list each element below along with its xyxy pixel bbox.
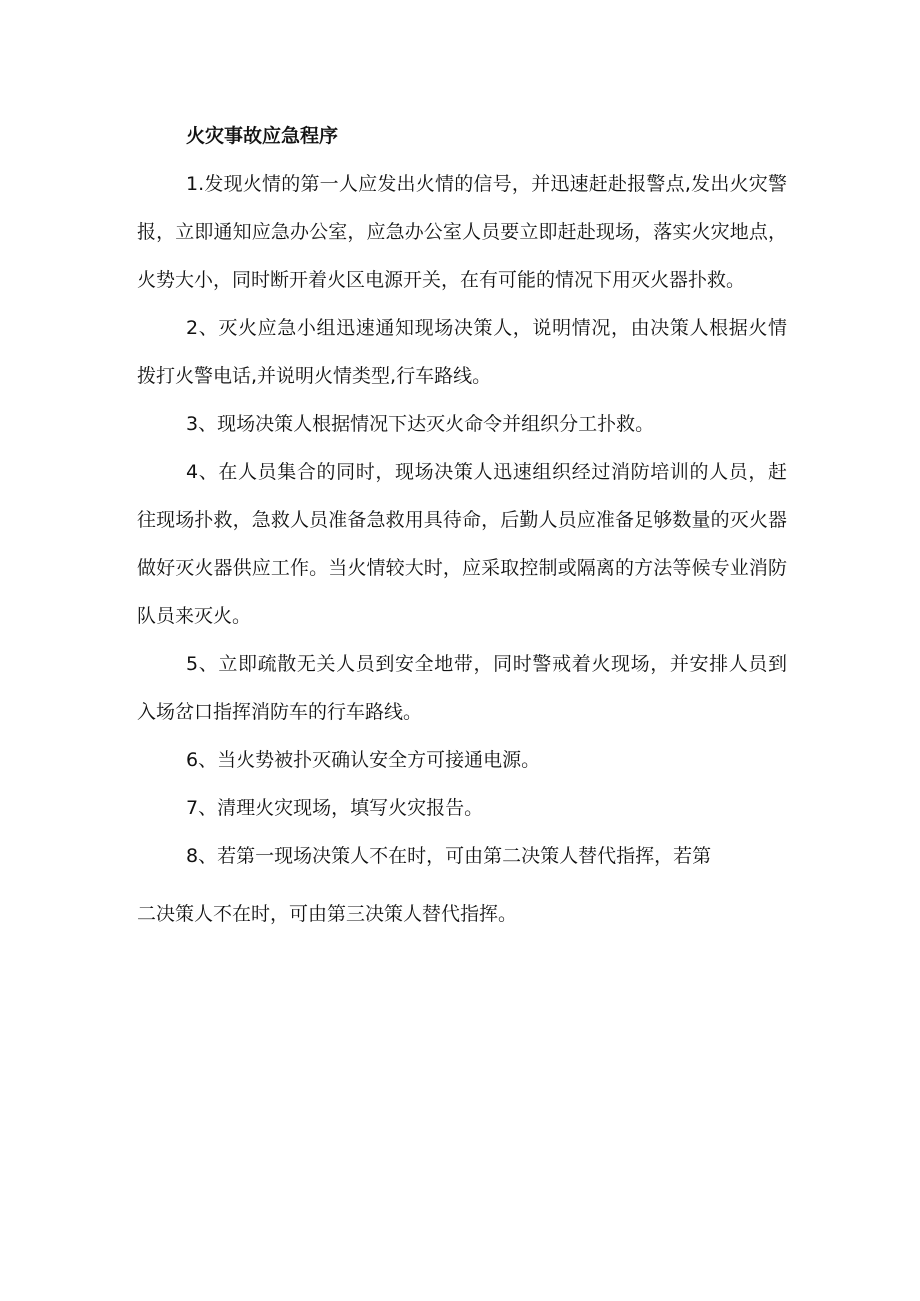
paragraph-step-7: 7、清理火灾现场，填写火灾报告。 <box>186 797 484 819</box>
document-title: 火灾事故应急程序 <box>186 125 339 147</box>
paragraph-step-6: 6、当火势被扑灭确认安全方可接通电源。 <box>186 749 541 771</box>
paragraph-step-4: 4、在人员集合的同时，现场决策人迅速组织经过消防培训的人员，赶往现场扑救，急救人员准备急救用具待命，后勤人员应准备足够数量的灭火器做好灭火器供应工作。当火情较大时，应采取控制或隔离的方法等候专业消防队员来灭火。 <box>137 461 787 627</box>
paragraph-step-5: 5、立即疏散无关人员到安全地带，同时警戒着火现场，并安排人员到入场岔口指挥消防车的行车路线。 <box>137 653 787 723</box>
paragraph-step-8-continuation: 二决策人不在时，可由第三决策人替代指挥。 <box>137 903 518 925</box>
paragraph-step-8: 8、若第一现场决策人不在时，可由第二决策人替代指挥，若第 <box>186 845 712 867</box>
paragraph-step-1: 1.发现火情的第一人应发出火情的信号，并迅速赶赴报警点,发出火灾警报，立即通知应急办公室，应急办公室人员要立即赶赴现场，落实火灾地点，火势大小，同时断开着火区电源开关，在有可能的情况下用灭火器扑救。 <box>137 173 787 291</box>
paragraph-step-2: 2、灭火应急小组迅速通知现场决策人，说明情况，由决策人根据火情拨打火警电话,并说明火情类型,行车路线。 <box>137 317 787 387</box>
document-body <box>137 112 787 938</box>
paragraph-step-3: 3、现场决策人根据情况下达灭火命令并组织分工扑救。 <box>186 413 655 435</box>
